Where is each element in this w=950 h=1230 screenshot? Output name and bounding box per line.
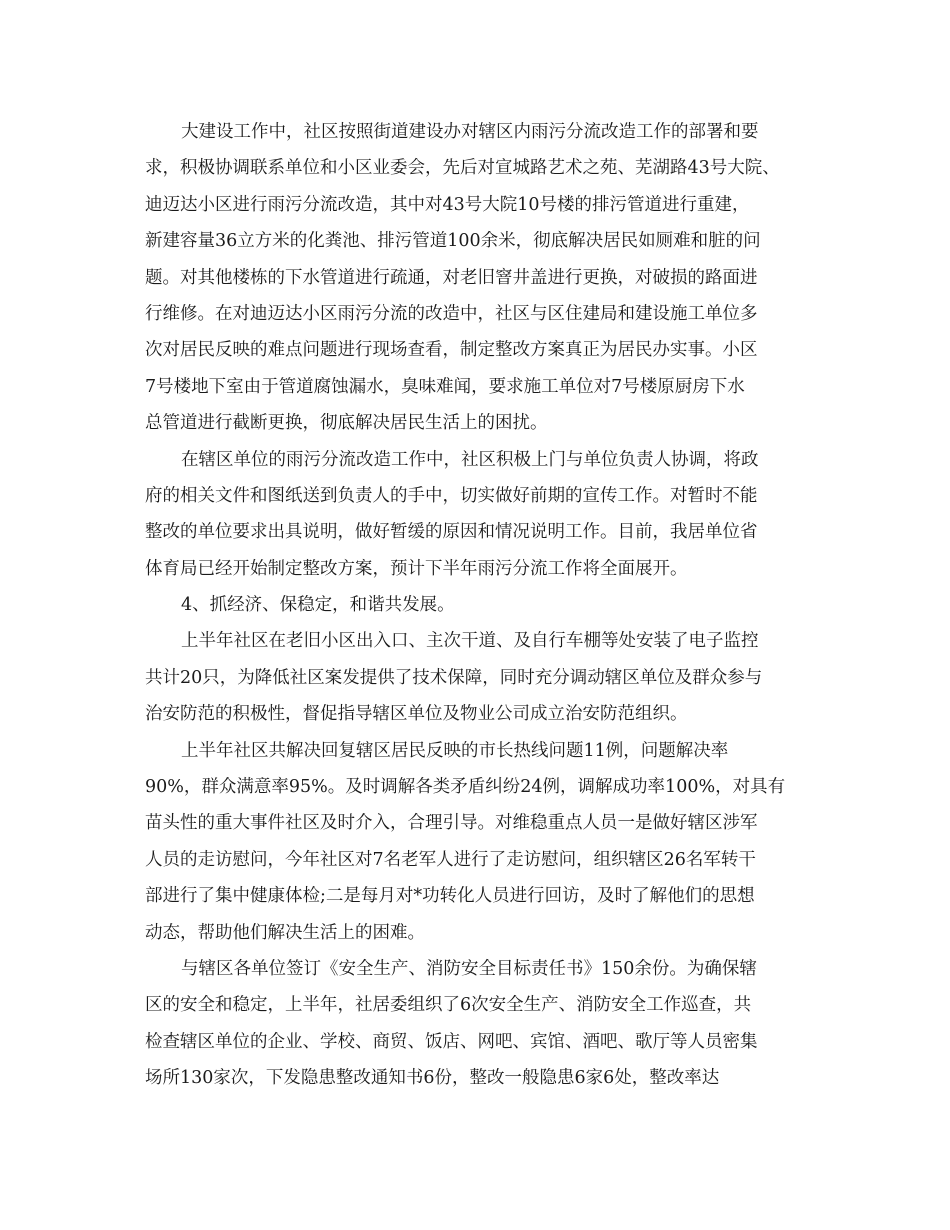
paragraph-line: 场所130家次，下发隐患整改通知书6份，整改一般隐患6家6处，整改率达 (145, 1068, 720, 1089)
paragraph-line: 部进行了集中健康体检;二是每月对*功转化人员进行回访，及时了解他们的思想 (145, 886, 755, 907)
paragraph-line: 迪迈达小区进行雨污分流改造，其中对43号大院10号楼的排污管道进行重建， (145, 194, 750, 215)
document-body (145, 114, 825, 1097)
paragraph-line: 在辖区单位的雨污分流改造工作中，社区积极上门与单位负责人协调，将政 (181, 449, 759, 470)
paragraph-line: 治安防范的积极性，督促指导辖区单位及物业公司成立治安防范组织。 (145, 704, 688, 725)
paragraph-line: 求，积极协调联系单位和小区业委会，先后对宣城路艺术之苑、芜湖路43号大院、 (145, 158, 780, 179)
section-heading (145, 587, 825, 623)
paragraph-line: 人员的走访慰问，今年社区对7名老军人进行了走访慰问，组织辖区26名军转干 (145, 849, 756, 870)
paragraph-line: 共计20只，为降低社区案发提供了技术保障，同时充分调动辖区单位及群众参与 (145, 667, 763, 688)
paragraph-line: 题。对其他楼栋的下水管道进行疏通，对老旧窨井盖进行更换，对破损的路面进 (145, 267, 758, 288)
paragraph-line: 与辖区各单位签订《安全生产、消防安全目标责任书》150余份。为确保辖 (181, 958, 757, 979)
paragraph-line: 区的安全和稳定，上半年，社居委组织了6次安全生产、消防安全工作巡查，共 (145, 995, 752, 1016)
paragraph-line: 7号楼地下室由于管道腐蚀漏水，臭味难闻，要求施工单位对7号楼原厨房下水 (145, 376, 745, 397)
paragraph-line: 体育局已经开始制定整改方案，预计下半年雨污分流工作将全面展开。 (145, 558, 688, 579)
paragraph-line: 整改的单位要求出具说明，做好暂缓的原因和情况说明工作。目前，我居单位省 (145, 522, 758, 543)
paragraph-line: 大建设工作中，社区按照街道建设办对辖区内雨污分流改造工作的部署和要 (181, 122, 759, 142)
paragraph-line: 上半年社区在老旧小区出入口、主次干道、及自行车棚等处安装了电子监控 (181, 631, 759, 652)
paragraph-surveillance (145, 623, 825, 732)
paragraph-line: 苗头性的重大事件社区及时介入，合理引导。对维稳重点人员一是做好辖区涉军 (145, 813, 758, 834)
paragraph-line: 90%，群众满意率95%。及时调解各类矛盾纠纷24例，调解成功率100%，对具有 (145, 777, 786, 798)
paragraph-line: 新建容量36立方米的化粪池、排污管道100余米，彻底解决居民如厕难和脏的问 (145, 231, 761, 252)
paragraph-line: 上半年社区共解决回复辖区居民反映的市长热线问题11例，问题解决率 (181, 740, 729, 761)
paragraph-line: 总管道进行截断更换，彻底解决居民生活上的困扰。 (145, 413, 548, 434)
section-heading-text: 4、抓经济、保稳定，和谐共发展。 (181, 595, 455, 616)
paragraph-unit-renovation (145, 442, 825, 588)
paragraph-hotline-mediation (145, 733, 825, 951)
paragraph-drainage-renovation (145, 114, 825, 442)
paragraph-line: 动态，帮助他们解决生活上的困难。 (145, 922, 425, 943)
paragraph-line: 行维修。在对迪迈达小区雨污分流的改造中，社区与区住建局和建设施工单位多 (145, 303, 758, 324)
paragraph-line: 检查辖区单位的企业、学校、商贸、饭店、网吧、宾馆、酒吧、歌厅等人员密集 (145, 1031, 758, 1052)
paragraph-safety-inspection (145, 951, 825, 1097)
paragraph-line: 次对居民反映的难点问题进行现场查看，制定整改方案真正为居民办实事。小区 (145, 340, 758, 361)
paragraph-line: 府的相关文件和图纸送到负责人的手中，切实做好前期的宣传工作。对暂时不能 (145, 485, 758, 506)
